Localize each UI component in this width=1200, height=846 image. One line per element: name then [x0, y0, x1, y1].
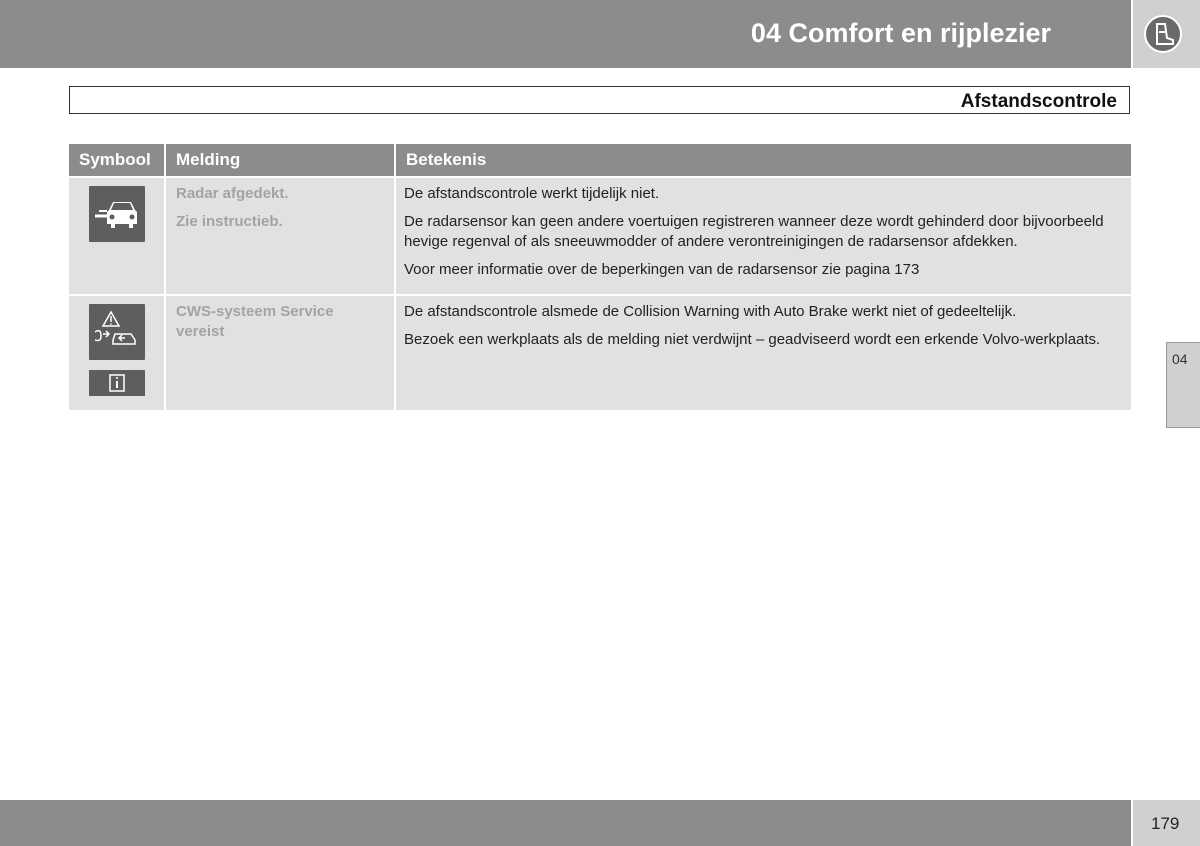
- top-header-bar: [0, 0, 1131, 68]
- betekenis-cell: [395, 295, 1131, 410]
- betekenis-text: Voor meer informatie over de beperkingen van de radarsensor zie pagina 173: [404, 261, 920, 278]
- melding-cell: [165, 177, 395, 295]
- betekenis-text: De afstandscontrole werkt tijdelijk niet.: [404, 185, 660, 202]
- section-title: Afstandscontrole: [960, 91, 1117, 112]
- table-row: [69, 295, 1131, 410]
- melding-text: Radar afgedekt.: [176, 185, 289, 202]
- betekenis-text: Bezoek een werkplaats als de melding niet verdwijnt – geadviseerd wordt een erkende Volvo-werkplaats.: [404, 331, 1101, 348]
- header-betekenis: Betekenis: [395, 144, 1131, 177]
- bottom-footer-bar: [0, 800, 1131, 846]
- chapter-title: 04 Comfort en rijplezier: [750, 18, 1051, 48]
- chapter-side-tab[interactable]: [1166, 342, 1200, 428]
- melding-text: Zie instructieb.: [176, 213, 283, 230]
- table-header-row: [69, 144, 1131, 177]
- collision-warning-icon: [89, 304, 145, 360]
- melding-text: CWS-systeem Service vereist: [176, 303, 334, 340]
- table-row: [69, 177, 1131, 295]
- melding-cell: [165, 295, 395, 410]
- header-symbool: Symbool: [69, 144, 165, 177]
- side-tab-label: 04: [1172, 351, 1188, 367]
- header-melding: Melding: [165, 144, 395, 177]
- page-number-box: [1133, 800, 1200, 846]
- symbol-cell: [69, 177, 165, 295]
- page-number: 179: [1151, 814, 1180, 833]
- betekenis-cell: [395, 177, 1131, 295]
- betekenis-text: De radarsensor kan geen andere voertuigen registreren wanneer deze wordt gehinderd door bijvoorbeeld hevige regenval of als sneeuwmodder of andere verontreinigingen de radarsensor afdekken.: [404, 213, 1104, 250]
- radar-covered-car-icon: [89, 186, 145, 242]
- seat-icon: [1143, 14, 1183, 54]
- info-icon: [89, 370, 145, 396]
- section-header-box: [69, 86, 1130, 114]
- message-table: [69, 144, 1131, 410]
- symbol-cell: [69, 295, 165, 410]
- betekenis-text: De afstandscontrole alsmede de Collision Warning with Auto Brake werkt niet of gedeeltelijk.: [404, 303, 1017, 320]
